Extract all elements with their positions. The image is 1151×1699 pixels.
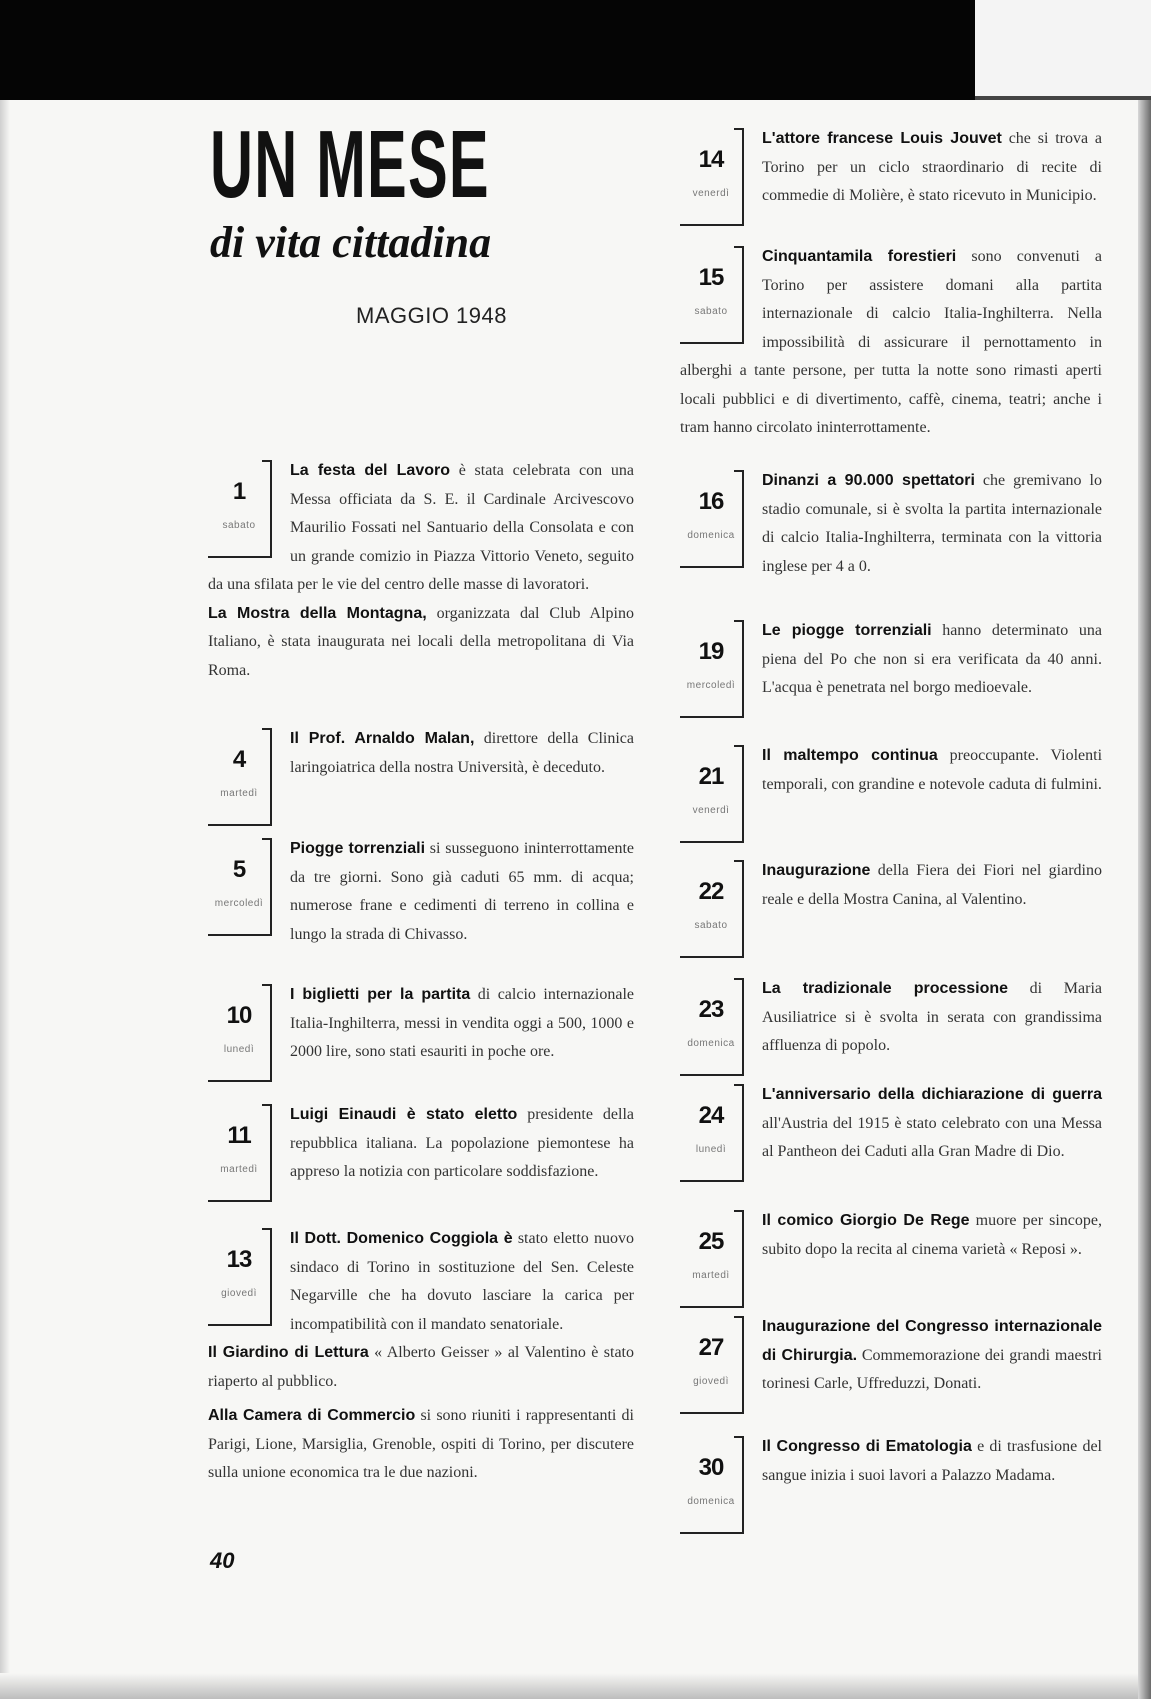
- day-number: 15: [698, 264, 724, 291]
- entry-day-24: [680, 1084, 1102, 1188]
- day-number: 11: [227, 1122, 251, 1149]
- weekday: lunedì: [223, 1044, 255, 1055]
- entry-body: muore per sincope, subito dopo la recita al cinema varietà « Reposi ».: [762, 1212, 1102, 1258]
- date-box: [208, 728, 272, 826]
- scan-corner: [975, 0, 1151, 96]
- month-label: MAGGIO 1948: [356, 303, 508, 328]
- entry-day-5: [208, 838, 634, 949]
- date-box: [680, 470, 744, 568]
- date-box: [208, 1104, 272, 1202]
- entry-lead: Il maltempo continua: [762, 747, 938, 764]
- day-number: 24: [698, 1102, 724, 1129]
- date-box: [680, 1316, 744, 1414]
- date-box: [208, 984, 272, 1082]
- entry-lead: I biglietti per la partita: [290, 986, 471, 1003]
- entry-body: di Maria Ausiliatrice si è svolta in serata con grandissima affluenza di popolo.: [762, 980, 1102, 1054]
- weekday: giovedì: [693, 1376, 729, 1387]
- date-box: [680, 1210, 744, 1308]
- entry-body: e di trasfusione del sangue inizia i suoi lavori a Palazzo Madama.: [762, 1438, 1103, 1484]
- entry-extra-2: [208, 1402, 634, 1488]
- day-number: 21: [698, 763, 724, 790]
- entry-lead: La tradizionale processione: [762, 980, 1009, 997]
- scan-top-border: [0, 0, 975, 100]
- day-number: 25: [698, 1228, 724, 1255]
- day-number: 30: [698, 1454, 724, 1481]
- page-right-edge: [1138, 100, 1151, 1699]
- date-box: [680, 745, 744, 843]
- date-box: [680, 128, 744, 226]
- entry-body: Commemorazione dei grandi maestri torinesi Carle, Uffreduzzi, Donati.: [762, 1346, 1102, 1392]
- entry-body: hanno determinato una piena del Po che non si era verificata da 40 anni. L'acqua è penetrata nel borgo medioevale.: [762, 622, 1102, 696]
- entry-day-19: [680, 620, 1102, 724]
- date-box: [680, 1436, 744, 1534]
- entry-day-22: [680, 860, 1102, 964]
- entry-extra-lead: Il Giardino di Lettura: [208, 1344, 369, 1361]
- entry-body: presidente della repubblica italiana. La popolazione piemontese ha appreso la notizia con particolare soddisfazione.: [290, 1106, 634, 1180]
- entry-extra-body: organizzata dal Club Alpino Italiano, è stata inaugurata nei locali della metropolitana di Via Roma.: [208, 604, 634, 679]
- entry-day-11: [208, 1104, 634, 1208]
- entry-body: sono convenuti a Torino per assistere domani alla partita internazionale di calcio Italia-Inghilterra. Nella impossibilità di assicurare il pernottamento in alberghi a tante persone, per tutta la notte sono rimasti aperti locali pubblici e di divertimento, caffè, cinema, teatri; anche i tram hanno circolato ininterrottamente.: [680, 248, 1103, 436]
- weekday: sabato: [694, 306, 728, 317]
- entry-day-27: [680, 1316, 1102, 1420]
- entry-lead: Dinanzi a 90.000 spettatori: [762, 472, 975, 489]
- day-number: 4: [232, 746, 246, 773]
- weekday: domenica: [687, 1496, 735, 1507]
- entry-lead: Le piogge torrenziali: [762, 622, 932, 639]
- weekday: mercoledì: [686, 680, 736, 691]
- entry-day-14: [680, 128, 1102, 232]
- day-number: 19: [698, 638, 724, 665]
- weekday: mercoledì: [214, 898, 264, 909]
- day-number: 16: [698, 488, 724, 515]
- entry-lead: La festa del Lavoro: [290, 462, 450, 479]
- entry-day-23: [680, 978, 1102, 1082]
- entry-extra2-lead: Alla Camera di Commercio: [208, 1407, 416, 1424]
- entry-body: direttore della Clinica laringoiatrica della nostra Università, è deceduto.: [290, 730, 635, 776]
- weekday: sabato: [694, 920, 728, 931]
- entry-body: che si trova a Torino per un ciclo straordinario di recite di commedie di Molière, è stato ricevuto in Municipio.: [762, 130, 1102, 204]
- page-title: UN MESE: [210, 111, 490, 218]
- entry-extra: [208, 1339, 634, 1396]
- date-box: [680, 860, 744, 958]
- weekday: martedì: [220, 1164, 258, 1175]
- weekday: lunedì: [695, 1144, 727, 1155]
- entry-day-4: [208, 728, 634, 832]
- masthead: [210, 111, 510, 268]
- entry-lead: L'anniversario della dichiarazione di guerra: [762, 1086, 1102, 1103]
- day-number: 22: [698, 878, 724, 905]
- entry-lead: Luigi Einaudi è stato eletto: [290, 1106, 518, 1123]
- entry-day-21: [680, 745, 1102, 849]
- weekday: giovedì: [221, 1288, 257, 1299]
- date-box: [680, 1084, 744, 1182]
- day-number: 14: [698, 146, 724, 173]
- entry-extra: [208, 600, 634, 686]
- weekday: domenica: [687, 530, 735, 541]
- date-box: [208, 838, 272, 936]
- entry-day-15: [680, 246, 1102, 443]
- day-number: 13: [226, 1246, 252, 1273]
- entry-lead: Il comico Giorgio De Rege: [762, 1212, 970, 1229]
- weekday: domenica: [687, 1038, 735, 1049]
- day-number: 5: [232, 856, 246, 883]
- weekday: martedì: [692, 1270, 730, 1281]
- entry-lead: Il Prof. Arnaldo Malan,: [290, 730, 475, 747]
- weekday: sabato: [222, 520, 256, 531]
- day-number: 23: [698, 996, 724, 1023]
- entry-body: stato eletto nuovo sindaco di Torino in sostituzione del Sen. Celeste Negarville che ha dovuto lasciare la carica per incompatibilità con il mandato senatoriale.: [290, 1230, 635, 1333]
- entry-day-10: [208, 984, 634, 1088]
- entry-lead: Inaugurazione: [762, 862, 871, 879]
- date-box: [680, 620, 744, 718]
- entry-lead: Inaugurazione del Congresso internazionale di Chirurgia.: [762, 1318, 1102, 1364]
- entry-extra2-body: si sono riuniti i rappresentanti di Parigi, Lione, Marsiglia, Grenoble, ospiti di Torino, per discutere sulla unione economica tra le due nazioni.: [208, 1407, 635, 1481]
- entry-day-1: [208, 460, 634, 685]
- page-number: 40: [210, 1548, 235, 1573]
- date-box: [208, 1228, 272, 1326]
- entry-body: è stata celebrata con una Messa officiata da S. E. il Cardinale Arcivescovo Maurilio Fossati nel Santuario della Consolata e con un grande comizio in Piazza Vittorio Veneto, seguito da una sfilata per le vie del centro delle masse di lavoratori.: [208, 462, 634, 593]
- date-box: [680, 246, 744, 344]
- entry-body: che gremivano lo stadio comunale, si è svolta la partita internazionale di calcio Italia-Inghilterra, terminata con la vittoria inglese per 4 a 0.: [762, 472, 1102, 575]
- weekday: venerdì: [692, 805, 730, 816]
- date-box: [680, 978, 744, 1076]
- entry-lead: L'attore francese Louis Jouvet: [762, 130, 1002, 147]
- entry-day-13: [208, 1228, 634, 1488]
- page-subtitle: di vita cittadina: [210, 218, 492, 267]
- entry-day-16: [680, 470, 1102, 581]
- weekday: venerdì: [692, 188, 730, 199]
- day-number: 27: [698, 1334, 724, 1361]
- entry-lead: Il Congresso di Ematologia: [762, 1438, 972, 1455]
- weekday: martedì: [220, 788, 258, 799]
- date-box: [208, 460, 272, 558]
- entry-body: di calcio internazionale Italia-Inghilterra, messi in vendita oggi a 500, 1000 e 2000 lire, sono stati esauriti in poche ore.: [290, 986, 635, 1060]
- entry-lead: Piogge torrenziali: [290, 840, 426, 857]
- entry-body: della Fiera dei Fiori nel giardino reale e della Mostra Canina, al Valentino.: [762, 862, 1102, 908]
- entry-lead: Cinquantamila forestieri: [762, 248, 957, 265]
- entry-body: all'Austria del 1915 è stato celebrato con una Messa al Pantheon dei Caduti alla Gran Madre di Dio.: [762, 1114, 1102, 1160]
- entry-day-25: [680, 1210, 1102, 1314]
- entry-body: preoccupante. Violenti temporali, con grandine e notevole caduta di fulmini.: [762, 747, 1103, 793]
- day-number: 1: [232, 478, 246, 505]
- entry-extra-body: « Alberto Geisser » al Valentino è stato riaperto al pubblico.: [208, 1344, 635, 1390]
- entry-day-30: [680, 1436, 1102, 1540]
- entry-extra-lead: La Mostra della Montagna,: [208, 604, 427, 622]
- entry-body: si susseguono ininterrottamente da tre giorni. Sono già caduti 65 mm. di acqua; numerose frane e cedimenti di terreno in collina e lungo la strada di Chivasso.: [290, 840, 634, 943]
- day-number: 10: [226, 1002, 252, 1029]
- entry-lead: Il Dott. Domenico Coggiola è: [290, 1230, 513, 1247]
